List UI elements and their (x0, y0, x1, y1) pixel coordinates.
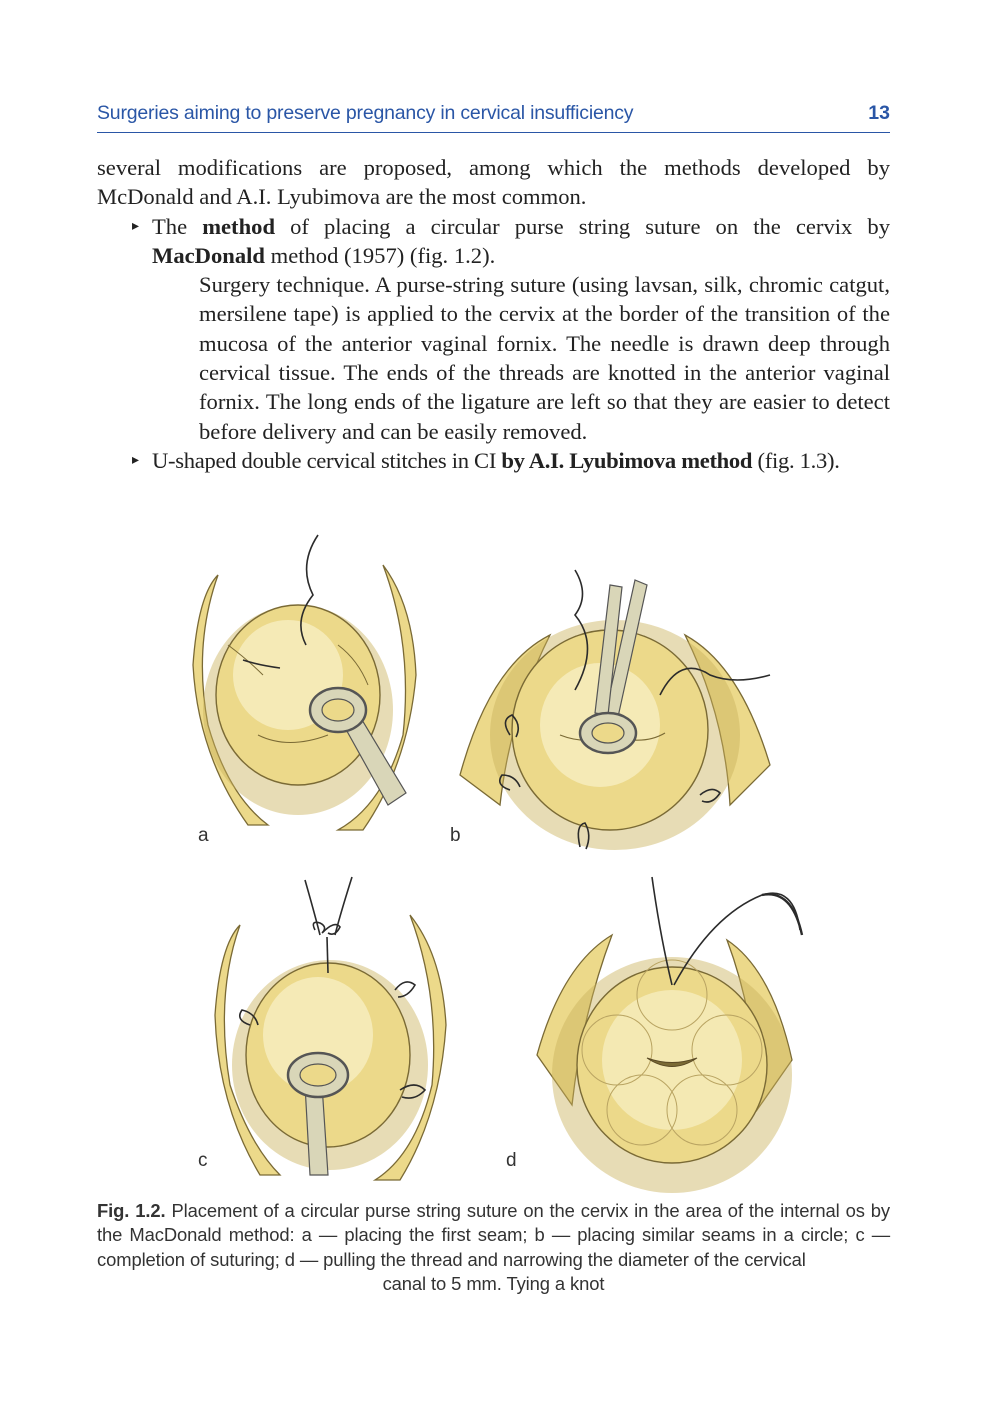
figure-1-2 (160, 520, 840, 1200)
page-header (97, 100, 890, 133)
page-number: 13 (868, 102, 890, 124)
bullet-mcdonald (97, 212, 890, 271)
bullet1-bold-macdonald: MacDonald (152, 242, 265, 268)
bullet-lyubimova (97, 446, 890, 475)
running-title: Surgeries aiming to preserve pregnancy in cervical insufficiency (97, 102, 634, 124)
panel-label-b: b (450, 825, 461, 846)
bullet2-text-post: (fig. 1.3). (752, 447, 840, 473)
bullet1-bold-method: method (202, 213, 276, 239)
intro-paragraph: several modifications are proposed, among which the methods developed by McDonald and A.I. Lyubimova are the most common. (97, 155, 890, 210)
panel-label-d: d (506, 1150, 517, 1171)
panel-b-illustration (450, 565, 780, 865)
figure-caption (97, 1199, 890, 1297)
body-text (97, 153, 890, 475)
bullet-arrow-icon: ▸ (132, 218, 140, 234)
bullet2-text-pre: U-shaped double cervical stitches in CI (152, 447, 502, 473)
panel-c-illustration (210, 875, 450, 1185)
bullet-arrow-icon: ▸ (132, 452, 139, 468)
panel-label-a: a (198, 825, 209, 846)
bullet1-text-pre: The (152, 213, 203, 239)
bullet2-bold-lyubimova: by A.I. Lyubimova method (501, 447, 753, 473)
panel-label-c: c (198, 1150, 208, 1171)
caption-fig-label: Fig. 1.2. (97, 1200, 166, 1221)
panel-d-illustration (532, 875, 822, 1200)
caption-last-line: canal to 5 mm. Tying a knot (382, 1273, 605, 1295)
technique-paragraph: Surgery technique. A purse-string suture (using lavsan, silk, chromic catgut, mersilene tape) is applied to the cervix at the border of the transition of the mucosa of the anterior vaginal fornix. The needle is drawn deep through cervical tissue. The ends of the threads are knotted in the anterior vaginal fornix. The long ends of the ligature are left so that they are easier to detect before delivery and can be easily removed. (199, 272, 890, 444)
bullet1-text-mid: of placing a circular purse string suture on the cervix by (275, 213, 890, 239)
panel-a-illustration (188, 525, 418, 835)
caption-text: Placement of a circular purse string suture on the cervix in the area of the internal os by the MacDonald method: a — placing the first seam; b — placing similar seams in a circle; c — completion of suturing; d — pulling the thread and narrowing the diameter of the cervical (97, 1200, 891, 1270)
bullet1-text-post: method (1957) (fig. 1.2). (264, 242, 496, 268)
